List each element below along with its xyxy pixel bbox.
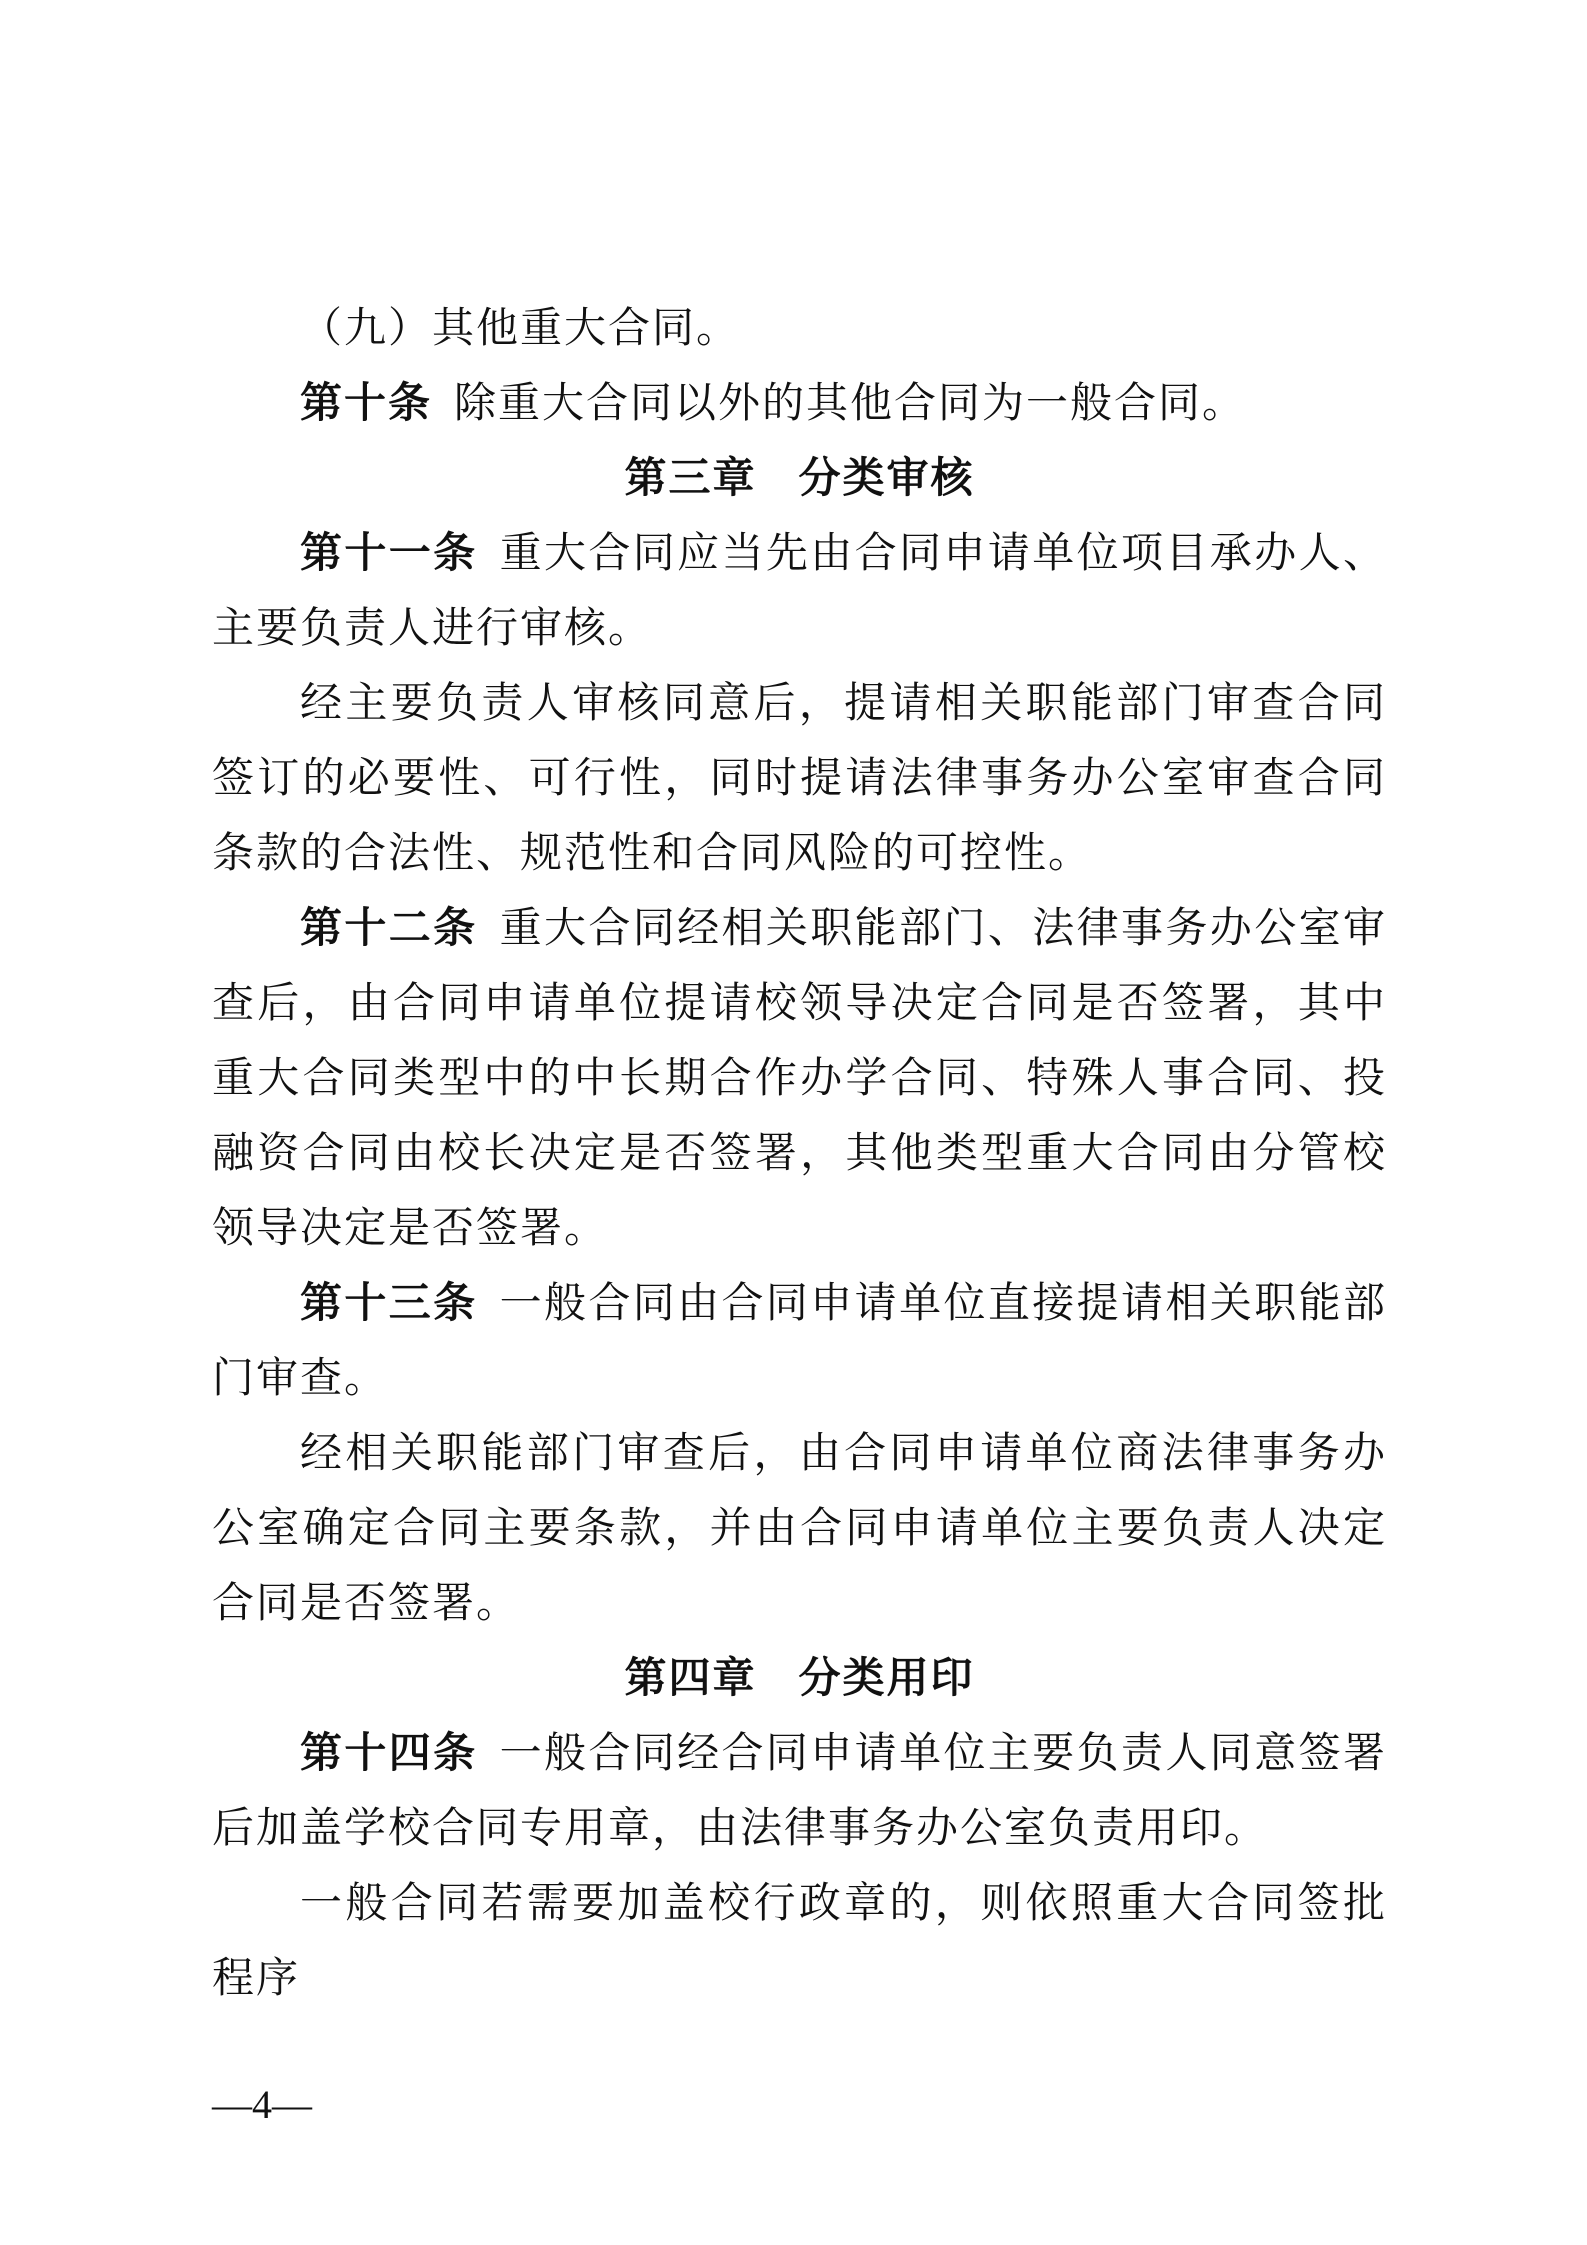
article-11 bbox=[212, 515, 1387, 665]
paragraph-general-contract-review bbox=[212, 1415, 1387, 1640]
paragraph-review-after-approval bbox=[212, 665, 1387, 890]
chapter-title: 分类审核 bbox=[798, 453, 975, 502]
chapter-heading-4 bbox=[212, 1640, 1387, 1715]
chapter-title: 分类用印 bbox=[798, 1653, 975, 1702]
chapter-heading-3 bbox=[212, 440, 1387, 515]
paragraph-admin-seal bbox=[212, 1865, 1387, 2015]
article-text: 重大合同经相关职能部门、法律事务办公室审查后，由合同申请单位提请校领导决定合同是否签署，其中重大合同类型中的中长期合作办学合同、特殊人事合同、投融资合同由校长决定是否签署，其他类型重大合同由分管校领导决定是否签署。 bbox=[212, 903, 1387, 1252]
article-text: 一般合同经合同申请单位主要负责人同意签署后加盖学校合同专用章，由法律事务办公室负责用印。 bbox=[212, 1728, 1387, 1852]
page-number: —4— bbox=[212, 2082, 312, 2127]
article-10 bbox=[212, 365, 1387, 440]
document-body bbox=[212, 290, 1387, 2015]
paragraph-item-9 bbox=[212, 290, 1387, 365]
article-label: 第十四条 bbox=[300, 1728, 478, 1777]
paragraph-text: 经相关职能部门审查后，由合同申请单位商法律事务办公室确定合同主要条款，并由合同申请单位主要负责人决定合同是否签署。 bbox=[212, 1428, 1387, 1627]
article-label: 第十二条 bbox=[300, 903, 478, 952]
article-label: 第十一条 bbox=[300, 528, 478, 577]
chapter-number: 第三章 bbox=[624, 453, 757, 502]
chapter-number: 第四章 bbox=[624, 1653, 757, 1702]
article-13 bbox=[212, 1265, 1387, 1415]
article-label: 第十条 bbox=[300, 378, 433, 427]
article-label: 第十三条 bbox=[300, 1278, 478, 1327]
article-14 bbox=[212, 1715, 1387, 1865]
paragraph-text: 一般合同若需要加盖校行政章的，则依照重大合同签批程序 bbox=[212, 1878, 1387, 2002]
article-text: 除重大合同以外的其他合同为一般合同。 bbox=[454, 378, 1247, 427]
article-text: 重大合同应当先由合同申请单位项目承办人、主要负责人进行审核。 bbox=[212, 528, 1387, 652]
paragraph-text: 经主要负责人审核同意后，提请相关职能部门审查合同签订的必要性、可行性，同时提请法律事务办公室审查合同条款的合法性、规范性和合同风险的可控性。 bbox=[212, 678, 1387, 877]
paragraph-text: （九）其他重大合同。 bbox=[300, 303, 741, 352]
article-12 bbox=[212, 890, 1387, 1265]
article-text: 一般合同由合同申请单位直接提请相关职能部门审查。 bbox=[212, 1278, 1387, 1402]
